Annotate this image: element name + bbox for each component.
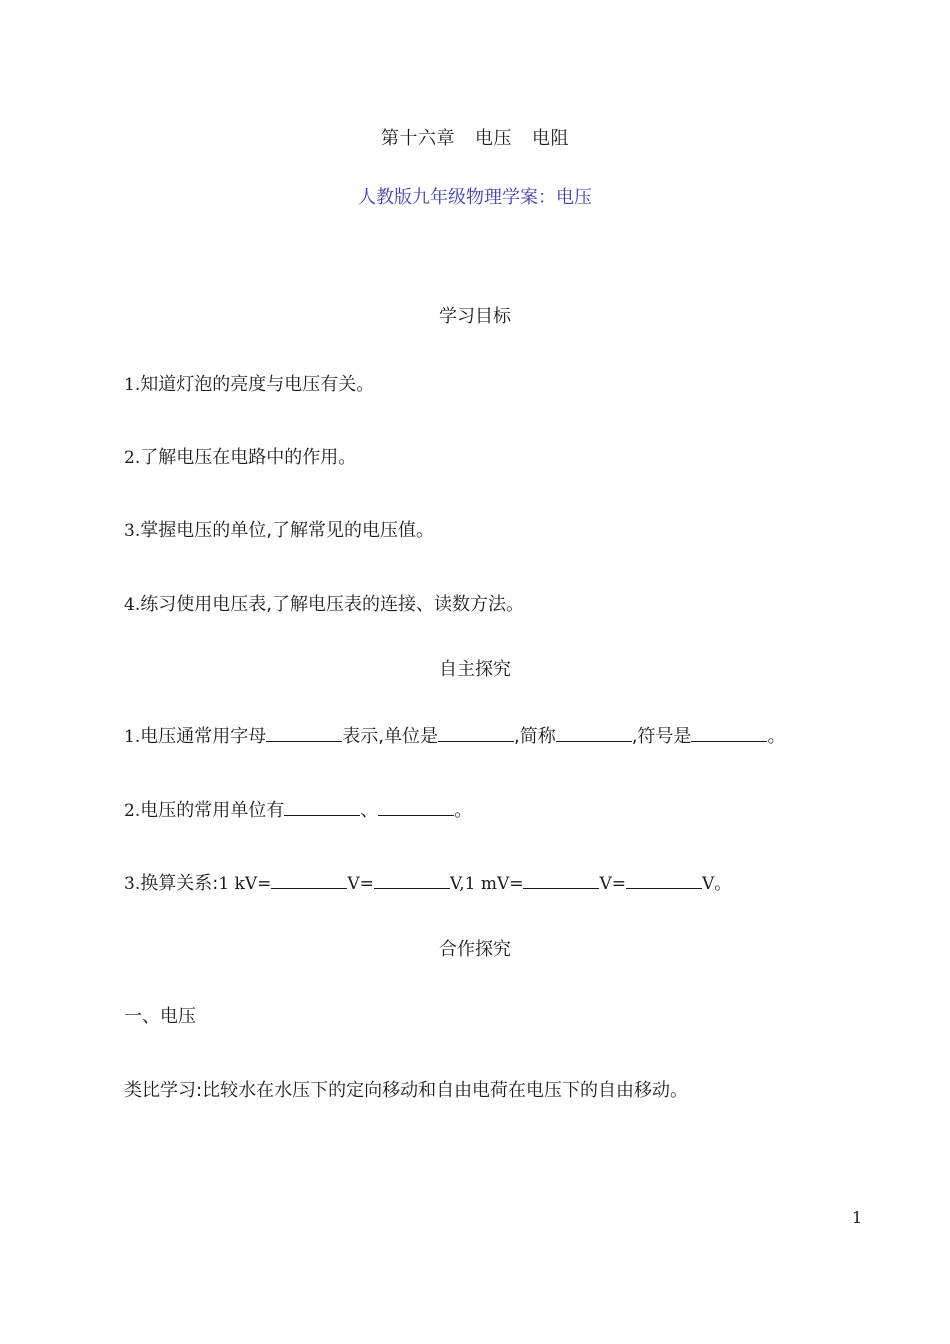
answer-blank[interactable]	[374, 872, 450, 889]
fill-in-question-3: 3.换算关系:1 kV= V= V,1 mV= V= V。	[124, 873, 732, 894]
objective-item: 1.知道灯泡的亮度与电压有关。	[124, 374, 375, 395]
answer-blank[interactable]	[284, 799, 360, 816]
fill-in-question-2: 2.电压的常用单位有 、 。	[124, 800, 473, 821]
chapter-title	[0, 124, 950, 150]
page-number: 1	[852, 1208, 863, 1227]
self-study-heading: 自主探究	[439, 659, 511, 680]
answer-blank[interactable]	[556, 725, 632, 742]
analogy-paragraph: 类比学习:比较水在水压下的定向移动和自由电荷在电压下的自由移动。	[124, 1080, 689, 1101]
answer-blank[interactable]	[271, 872, 347, 889]
section-title-voltage: 一、电压	[124, 1006, 196, 1027]
answer-blank[interactable]	[266, 725, 342, 742]
chapter-topic-voltage: 电压	[475, 128, 512, 149]
answer-blank[interactable]	[691, 725, 767, 742]
objective-item: 4.练习使用电压表,了解电压表的连接、读数方法。	[124, 594, 524, 615]
answer-blank[interactable]	[378, 799, 454, 816]
chapter-topic-resistance: 电阻	[532, 128, 569, 149]
cooperative-heading: 合作探究	[439, 939, 511, 960]
fill-in-question-1: 1.电压通常用字母 表示,单位是 ,简称 ,符号是 。	[124, 726, 786, 747]
document-subtitle: 人教版九年级物理学案：电压	[358, 187, 592, 208]
answer-blank[interactable]	[626, 872, 702, 889]
objectives-heading: 学习目标	[439, 306, 511, 327]
objective-item: 2.了解电压在电路中的作用。	[124, 447, 357, 468]
answer-blank[interactable]	[523, 872, 599, 889]
answer-blank[interactable]	[438, 725, 514, 742]
chapter-number: 第十六章	[381, 128, 455, 149]
objective-item: 3.掌握电压的单位,了解常见的电压值。	[124, 520, 434, 541]
